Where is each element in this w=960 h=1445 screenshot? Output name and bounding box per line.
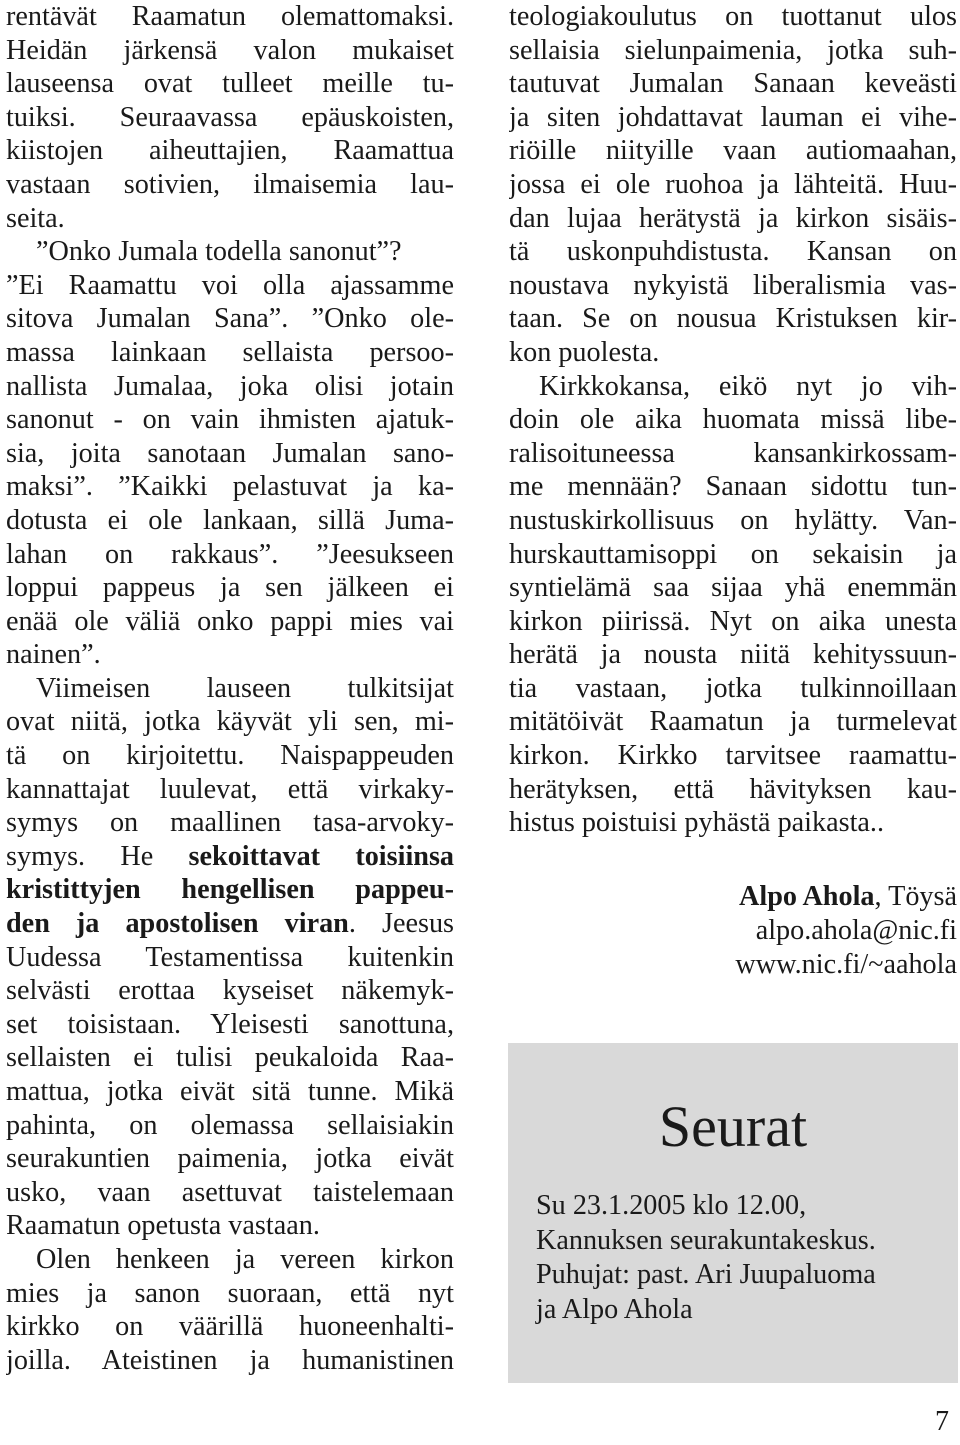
text-line: mattua, jotka eivät sitä tunne. Mikä [6,1076,454,1107]
text-line: histus poistuisi pyhästä paikasta.. [509,807,885,839]
text-line: tä uskonpuhdistusta. Kansan on [509,236,957,268]
seurat-title: Seurat [658,1094,808,1159]
text-line: enää ole väliä onko pappi mies vai [6,605,454,637]
text-line: sellaisten ei tulisi peukaloida Raa- [6,1042,454,1074]
text-line: taan. Se on nousua Kristuksen kir- [509,303,957,335]
text-line: tautuvat Jumalan Sanaan keveästi [509,68,957,100]
emphasis-text: kristittyjen hengellisen pappeu- [6,874,454,906]
text-line: riöille niityille vaan autiomaahan, [509,135,957,167]
text-line: teologiakoulutus on tuottanut ulos [509,1,957,32]
text-line: herätyksen, että hävityksen kau- [509,773,957,805]
page-number: 7 [935,1406,949,1437]
text-line: doin ole aika huomata missä libe- [509,404,957,436]
text-line: Viimeisen lauseen tulkitsijat [36,672,454,704]
text-line: ”Ei Raamattu voi olla ajassamme [6,269,454,301]
text-line: vastaan sotivien, ilmaisemia lau- [6,168,454,200]
text-line: nustuskirkollisuus on hylätty. Van- [509,504,957,536]
text-line: den ja apostolisen viran. Jeesus [6,908,454,940]
author-website: www.nic.fi/~aahola [735,949,957,980]
text-line: me mennään? Sanaan sidottu tun- [509,471,957,503]
text-line: ralisoituneessa kansankirkossam- [509,437,957,469]
text-line: herätä ja nousta niitä kehityssuun- [509,639,957,671]
text-line: mies ja sanon suoraan, että nyt [6,1277,454,1309]
text-line: seurakuntien paimenia, jotka eivät [6,1143,454,1175]
text-line: loppui pappeus ja sen jälkeen ei [6,572,454,604]
text-line: kiistojen aiheuttajien, Raamattua [6,135,454,167]
seurat-line: Kannuksen seurakuntakeskus. [536,1224,876,1256]
text-line: kirkon. Kirkko tarvitsee raamattu- [509,740,957,772]
text-line: symys. He sekoittavat toisiinsa [6,840,454,872]
text-line: dan lujaa herätystä ja kirkon sisäis- [509,202,957,234]
text-line: set toisistaan. Yleisesti sanottuna, [6,1008,454,1040]
text-line: sia, joita sanotaan Jumalan sano- [6,437,454,469]
text-line: sellaisia sielunpaimenia, jotka suh- [509,34,957,66]
text-line: nallista Jumalaa, joka olisi jotain [6,370,454,402]
author-name: Alpo Ahola [739,881,875,912]
seurat-line: Puhujat: past. Ari Juupaluoma [536,1259,876,1290]
text-line: massa lainkaan sellaista persoo- [6,336,454,368]
text-line: Uudessa Testamentissa kuitenkin [6,941,454,973]
text-line: sanonut - on vain ihmisten ajatuk- [6,404,454,436]
text-line: maksi”. ”Kaikki pelastuvat ja ka- [6,471,454,503]
text-line: kirkko on väärillä huoneenhalti- [6,1311,454,1343]
seurat-line: Su 23.1.2005 klo 12.00, [536,1190,807,1221]
text-line: kirkon piirissä. Nyt on aika unesta [509,605,957,637]
emphasis-text: sekoittavat toisiinsa [188,840,454,872]
text-line: kannattajat luulevat, että virkaky- [6,773,454,805]
text-line [6,873,454,907]
text-line: joilla. Ateistinen ja humanistinen [6,1344,454,1376]
text-line: seita. [6,202,65,234]
text-line: tuiksi. Seuraavassa epäuskoisten, [6,101,454,133]
seurat-announcement-box [508,1043,958,1383]
text-line: ovat niitä, jotka käyvät yli sen, mi- [6,706,454,738]
text-line: rentävät Raamatun olemattomaksi. [6,1,454,32]
text-line: hurskauttamisoppi on sekaisin ja [509,538,957,570]
text-line: Raamatun opetusta vastaan. [6,1210,320,1242]
seurat-line: ja Alpo Ahola [536,1293,693,1325]
text-line: Olen henkeen ja vereen kirkon [36,1243,454,1275]
right-column [509,0,957,840]
text-line: lauseensa ovat tulleet meille tu- [6,68,454,100]
text-line: nainen”. [6,639,101,671]
author-email: alpo.ahola@nic.fi [755,915,957,946]
text-line: jossa ei ole ruohoa ja lähteitä. Huu- [509,168,957,200]
seurat-details [536,1189,876,1327]
text-line: Heidän järkensä valon mukaiset [6,34,454,66]
text-line: pahinta, on olemassa sellaisiakin [6,1109,454,1141]
text-line: sitova Jumalan Sana”. ”Onko ole- [6,303,454,335]
text-line: noustava nykyistä liberalismia vas- [509,269,957,301]
text-line: syntielämä saa sijaa yhä enemmän [509,572,957,604]
text-line: ”Onko Jumala todella sanonut”? [36,236,402,268]
text-line: dotusta ei ole lankaan, sillä Juma- [6,504,454,536]
text-line: lahan on rakkaus”. ”Jeesukseen [6,538,454,570]
text-line: Kirkkokansa, eikö nyt jo vih- [539,370,957,402]
author-line [509,880,957,914]
text-line: symys on maallinen tasa-arvoky- [6,807,454,839]
left-column [6,0,454,1377]
text-line: ja siten johdattavat lauman ei vihe- [509,101,957,133]
author-signature [509,880,957,982]
text-line: tä on kirjoitettu. Naispappeuden [6,740,454,772]
author-place: , Töysä [874,881,957,912]
text-line: tia vastaan, jotka tulkinnoillaan [509,672,957,704]
emphasis-text: den ja apostolisen viran [6,908,349,940]
text-line: usko, vaan asettuvat taistelemaan [6,1176,454,1208]
text-line: kon puolesta. [509,336,660,368]
text-line: selvästi erottaa kyseiset näkemyk- [6,975,454,1007]
text-line: mitätöivät Raamatun ja turmelevat [509,706,957,738]
